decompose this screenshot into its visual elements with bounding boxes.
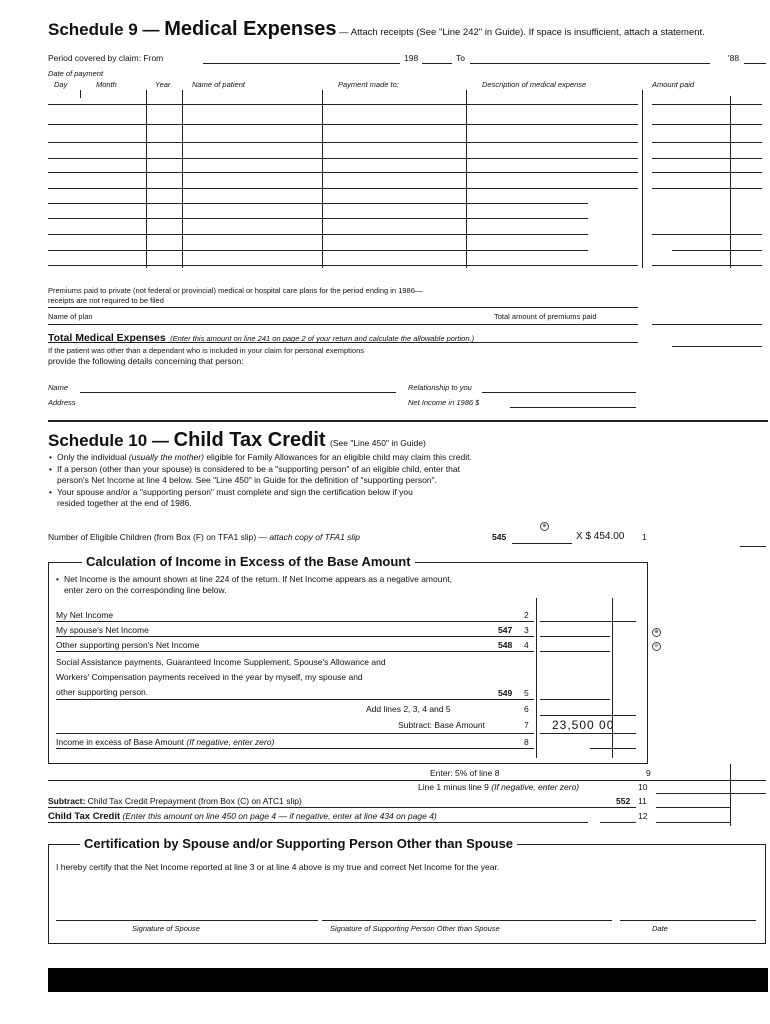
code-552: 552 [616,796,631,806]
date-label: Date [652,924,668,933]
section-divider [48,420,768,422]
certification-text: I hereby certify that the Net Income reported at line 3 or at line 4 above is my true and correct Net Income for the year. [56,862,500,872]
schedule10-title-prefix: Schedule 10 — [48,431,174,450]
table-row[interactable] [48,250,588,251]
calc-note: • Net Income is the amount shown at line 224 of the return. If Net Income appears as a negative amount, [64,574,452,584]
line-3-number: 3 [524,625,529,635]
line-5-field[interactable] [540,699,610,700]
premiums-text: Premiums paid to private (not federal or provincial) medical or hospital care plans for the period ending in 1986— [48,286,423,295]
schedule9-title-suffix: — Attach receipts (See "Line 242" in Guide). If space is insufficient, attach a statement. [336,27,705,38]
enter-5pct-label: Enter: 5% of line 8 [430,768,500,778]
base-amount-value: 23,500 00 [552,718,615,732]
eligible-children-field[interactable] [512,543,572,544]
code-545: 545 [492,532,507,542]
period-year1: 198 [404,53,419,63]
table-row[interactable] [48,203,588,204]
line-9-number: 9 [646,768,651,778]
line-10-number: 10 [638,782,648,792]
line-4-field[interactable] [540,651,610,652]
total-premiums-label: Total amount of premiums paid [494,312,597,321]
line-2-number: 2 [524,610,529,620]
circle-mark: ⊕ [652,628,661,637]
table-row[interactable] [48,218,588,219]
schedule10-title-main: Child Tax Credit [173,429,326,451]
signature-spouse-field[interactable] [56,920,318,921]
col-day: Day [54,80,68,89]
col-payment-to: Payment made to: [338,80,399,89]
line-4-number: 4 [524,640,529,650]
income-excess-label: Income in excess of Base Amount (If negative, enter zero) [56,737,275,747]
col-month: Month [96,80,117,89]
dependant-address-label: Address [48,398,76,407]
eligible-multiplier: X $ 454.00 [576,531,625,542]
line-9-field[interactable] [656,780,766,781]
dependant-note: provide the following details concerning that person: [48,356,244,366]
my-net-income-label: My Net Income [56,610,114,620]
table-row[interactable] [48,104,638,105]
name-of-plan-label: Name of plan [48,312,93,321]
calculation-title: Calculation of Income in Excess of the Base Amount [82,554,415,569]
period-label: Period covered by claim: From [48,53,164,63]
circle-mark: ⊕ [540,522,549,531]
subtract-base-label: Subtract: Base Amount [398,720,485,730]
social-assistance-cont1: Workers' Compensation payments received in the year by myself, my spouse and [56,672,363,682]
signature-spouse-label: Signature of Spouse [132,924,200,933]
table-row[interactable] [48,124,638,125]
relationship-label: Relationship to you [408,383,472,392]
line-11-number: 11 [638,796,647,806]
line-6-number: 6 [524,704,529,714]
col-patient: Name of patient [192,80,245,89]
child-tax-credit-label: Child Tax Credit (Enter this amount on line 450 on page 4 — if negative, enter at line 434 on page 4) [48,811,437,822]
table-row[interactable] [48,234,588,235]
period-from-field[interactable] [203,63,400,64]
table-row[interactable] [48,158,638,159]
dependant-text: If the patient was other than a dependant who is included in your claim for personal exemptions [48,346,365,355]
code-549: 549 [498,688,513,698]
net-income-1986-label: Net Income in 1986 $ [408,398,480,407]
net-income-1986-field[interactable] [510,407,636,408]
signature-supporting-label: Signature of Supporting Person Other than Spouse [330,924,500,933]
bullet-spouse-sign: • Your spouse and/or a "supporting person" must complete and sign the certification below if you [57,487,413,497]
social-assistance-cont2: other supporting person. [56,687,149,697]
subtract-prepayment-label: Subtract: Child Tax Credit Prepayment (from Box (C) on ATC1 slip) [48,796,302,806]
line-2-field[interactable] [540,621,636,622]
line-5-number: 5 [524,688,529,698]
dependant-name-field[interactable] [80,392,396,393]
date-field[interactable] [620,920,756,921]
schedule10-title [48,429,426,452]
table-row[interactable] [48,142,638,143]
premiums-note: receipts are not required to be filed [48,296,164,305]
name-of-plan-field[interactable] [48,324,638,325]
bullet-spouse-sign-cont: resided together at the end of 1986. [57,498,192,508]
date-of-payment-label: Date of payment [48,69,104,78]
line-1-field[interactable] [740,546,766,547]
schedule10-title-suffix: (See "Line 450" in Guide) [330,438,426,448]
table-row[interactable] [48,265,638,266]
social-assistance-label: Social Assistance payments, Guaranteed Income Supplement, Spouse's Allowance and [56,657,386,667]
signature-supporting-field[interactable] [322,920,612,921]
total-premiums-field[interactable] [652,324,762,325]
col-amount: Amount paid [652,80,695,89]
line-7-field [540,733,636,734]
footer-bar [48,968,768,992]
total-medical-expenses [48,328,474,346]
line1-minus-9-label: Line 1 minus line 9 (If negative, enter zero) [418,782,580,792]
period-year1-field[interactable] [422,63,452,64]
line-1-number: 1 [642,532,647,542]
line-12-number: 12 [638,811,648,821]
circle-mark: ⊙ [652,642,661,651]
schedule9-title-main: Medical Expenses [164,18,337,40]
line-7-number: 7 [524,720,529,730]
line-6-field[interactable] [540,715,636,716]
code-548: 548 [498,640,513,650]
line-12-field[interactable] [656,822,730,823]
total-medical-field[interactable] [672,346,762,347]
schedule9-title [48,18,705,41]
relationship-field[interactable] [482,392,636,393]
line-3-field[interactable] [540,636,610,637]
table-row[interactable] [48,172,638,173]
line-8-number: 8 [524,737,529,747]
code-547: 547 [498,625,513,635]
certification-title: Certification by Spouse and/or Supporting Person Other than Spouse [80,836,517,851]
line-10-field[interactable] [656,793,766,794]
bullet-only-individual: • Only the individual (usually the mother) eligible for Family Allowances for an eligible child may claim this credit. [57,452,472,462]
period-to-label: To [456,53,465,63]
period-year2: '88 [728,53,740,63]
total-medical-label: Total Medical Expenses [48,332,166,344]
bullet-supporting-person: • If a person (other than your spouse) is considered to be a "supporting person" of an eligible child, enter that [57,464,460,474]
col-description: Description of medical expense [482,80,587,89]
add-lines-label: Add lines 2, 3, 4 and 5 [366,704,451,714]
other-net-income-label: Other supporting person's Net Income [56,640,200,650]
spouse-net-income-label: My spouse's Net Income [56,625,149,635]
calc-note-cont: enter zero on the corresponding line below. [64,585,227,595]
total-medical-note: (Enter this amount on line 241 on page 2 of your return and calculate the allowable portion.) [170,334,475,343]
period-to-field[interactable] [470,63,710,64]
col-year: Year [155,80,171,89]
period-year2-field[interactable] [744,63,766,64]
eligible-children-label: Number of Eligible Children (from Box (F) on TFA1 slip) — attach copy of TFA1 slip [48,532,360,542]
schedule9-title-prefix: Schedule 9 — [48,20,165,39]
line-8-field[interactable] [590,748,636,749]
line-11-field[interactable] [656,807,730,808]
dependant-name-label: Name [48,383,69,392]
bullet-supporting-person-cont: person's Net Income at line 4 below. See "Line 450" in Guide for the definition of "supporting person". [57,475,437,485]
table-row[interactable] [48,188,638,189]
